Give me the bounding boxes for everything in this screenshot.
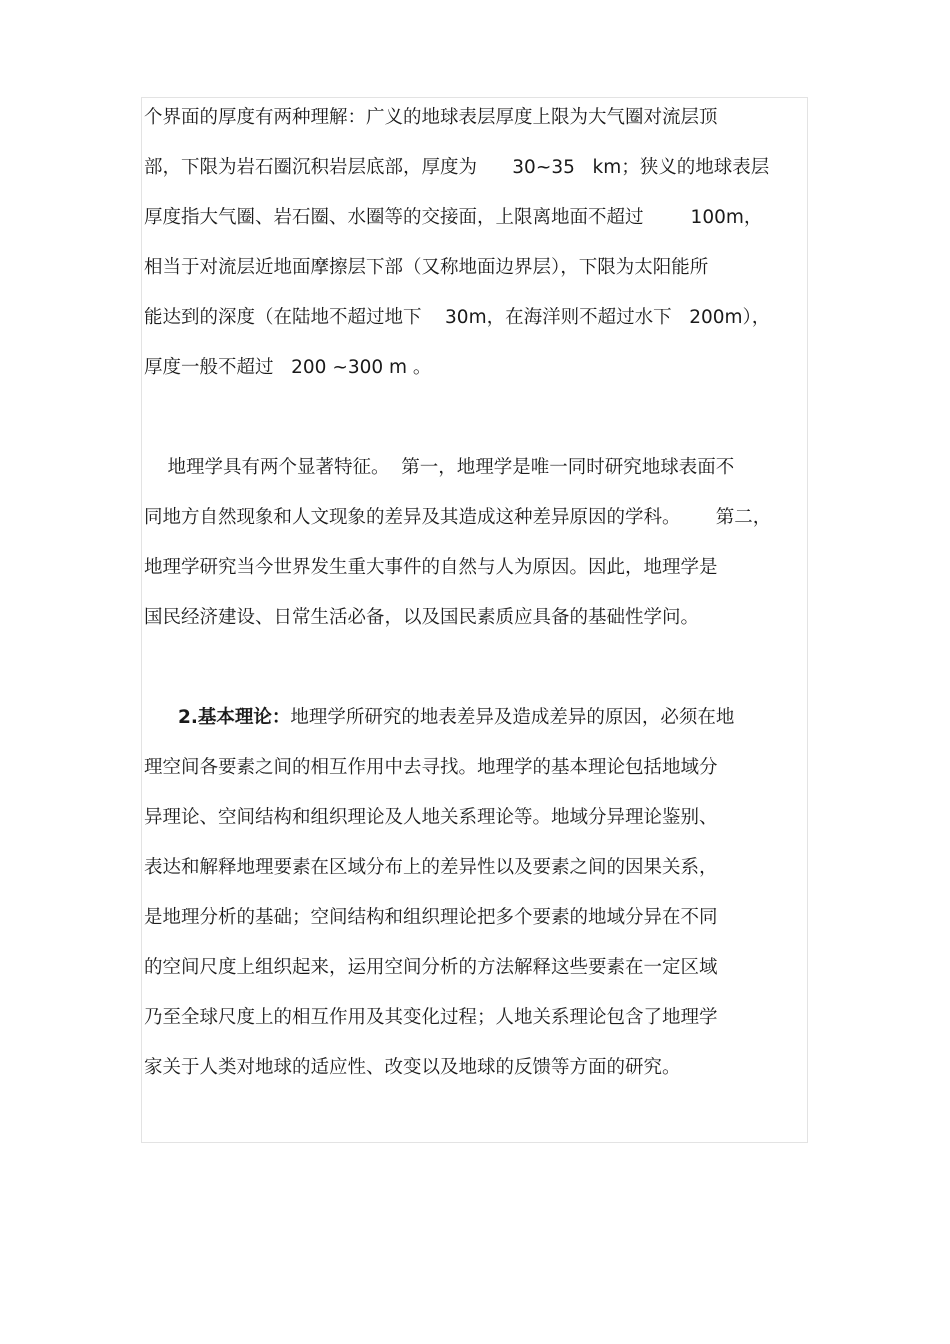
text-line	[178, 703, 734, 733]
text-line: 的空间尺度上组织起来，运用空间分析的方法解释这些要素在一定区域	[144, 957, 718, 978]
text-line: 地理学研究当今世界发生重大事件的自然与人为原因。因此，地理学是	[144, 557, 718, 578]
text-line: 部，下限为岩石圈沉积岩层底部，厚度为 30~35 km；狭义的地球表层	[144, 157, 770, 178]
text-line: 是地理分析的基础；空间结构和组织理论把多个要素的地域分异在不同	[144, 907, 718, 928]
text-line: 地理学具有两个显著特征。 第一，地理学是唯一同时研究地球表面不	[144, 457, 735, 478]
text-line: 家关于人类对地球的适应性、改变以及地球的反馈等方面的研究。	[144, 1057, 681, 1078]
text-line: 表达和解释地理要素在区域分布上的差异性以及要素之间的因果关系，	[144, 857, 718, 878]
text-line: 同地方自然现象和人文现象的差异及其造成这种差异原因的学科。 第二，	[144, 507, 772, 528]
text-line: 个界面的厚度有两种理解：广义的地球表层厚度上限为大气圈对流层顶	[144, 107, 718, 128]
section-heading-text: 地理学所研究的地表差异及造成差异的原因，必须在地	[290, 707, 735, 728]
text-line: 异理论、空间结构和组织理论及人地关系理论等。地域分异理论鉴别、	[144, 807, 718, 828]
text-line: 厚度一般不超过 200 ~300 m 。	[144, 357, 432, 378]
text-line: 乃至全球尺度上的相互作用及其变化过程；人地关系理论包含了地理学	[144, 1007, 718, 1028]
text-line: 理空间各要素之间的相互作用中去寻找。地理学的基本理论包括地域分	[144, 757, 718, 778]
text-line: 能达到的深度（在陆地不超过地下 30m，在海洋则不超过水下 200m），	[144, 307, 771, 328]
text-line: 国民经济建设、日常生活必备，以及国民素质应具备的基础性学问。	[144, 607, 700, 628]
text-line: 相当于对流层近地面摩擦层下部（又称地面边界层），下限为太阳能所	[144, 257, 709, 278]
section-heading: 2.基本理论：	[178, 707, 291, 728]
text-line: 厚度指大气圈、岩石圈、水圈等的交接面，上限离地面不超过 100m，	[144, 207, 763, 228]
